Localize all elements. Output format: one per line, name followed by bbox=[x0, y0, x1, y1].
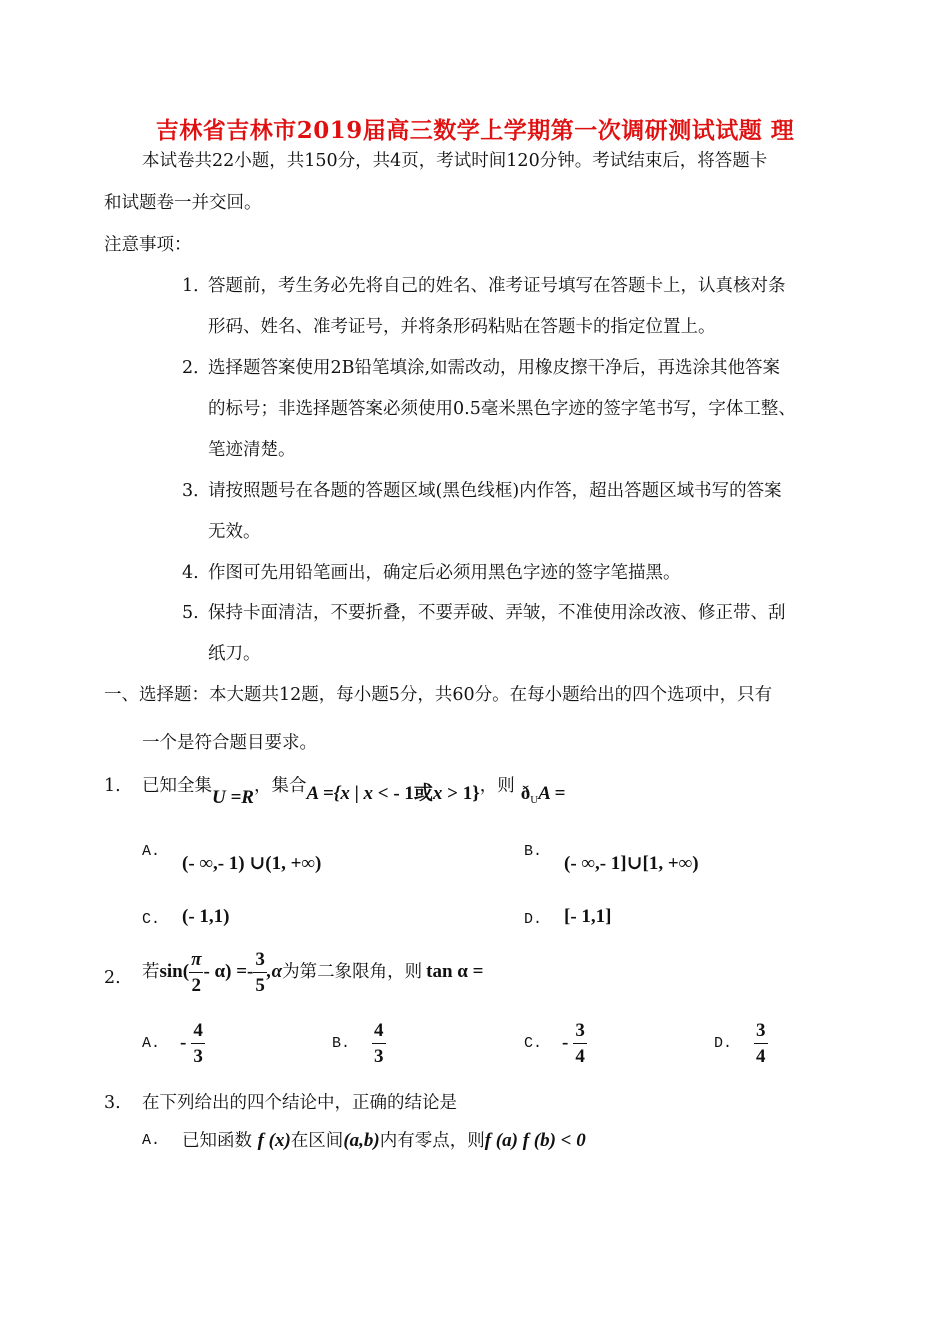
q2-sin: sin( bbox=[159, 961, 190, 982]
q2-minus-alpha: - α) =- bbox=[203, 961, 254, 982]
notice-2-number: 2． bbox=[182, 358, 211, 378]
intro-line-2: 和试题卷一并交回。 bbox=[104, 193, 262, 213]
q2-option-c: - $\frac{3}{4}$ bbox=[562, 1020, 585, 1067]
notice-5-line-2: 纸刀。 bbox=[208, 644, 261, 664]
q1-option-a: (- ∞,- 1) ∪(1, +∞) bbox=[182, 853, 322, 874]
section-1-heading: 一、选择题：本大题共12题，每小题5分，共60分。在每小题给出的四个选项中，只有 bbox=[104, 685, 773, 705]
q3-option-a: 已知函数 f (x)在区间(a,b)内有零点，则f (a) f (b) < 0 bbox=[182, 1130, 586, 1151]
q3-option-a-label: A. bbox=[142, 1132, 161, 1149]
notice-3-line-2: 无效。 bbox=[208, 522, 261, 542]
notice-3-line-1: 请按照题号在各题的答题区域(黑色线框)内作答，超出答题区域书写的答案 bbox=[208, 481, 782, 501]
notice-4-line-1: 作图可先用铅笔画出，确定后必须用黑色字迹的签字笔描黑。 bbox=[208, 563, 681, 583]
q1-option-c-label: C. bbox=[142, 911, 161, 928]
notice-5-line-1: 保持卡面清洁，不要折叠，不要弄破、弄皱，不准使用涂改液、修正带、刮 bbox=[208, 603, 786, 623]
q2-option-b-label: B. bbox=[332, 1035, 351, 1052]
q1-option-b: (- ∞,- 1]∪[1, +∞) bbox=[564, 853, 699, 874]
q1-stem bbox=[142, 773, 566, 808]
q2-fraction-pi-over-2: $\frac{\pi}{2}$ bbox=[191, 949, 202, 996]
q2-option-b: $\frac{4}{3}$ bbox=[374, 1020, 384, 1067]
q2-number: 2. bbox=[104, 968, 121, 988]
notice-4-number: 4. bbox=[182, 563, 199, 583]
notice-2-line-2: 的标号；非选择题答案必须使用0.5毫米黑色字迹的签字笔书写，字体工整、 bbox=[208, 399, 796, 419]
q2-alpha: ,α bbox=[266, 961, 283, 982]
notice-2-line-1: 选择题答案使用2B铅笔填涂,如需改动，用橡皮擦干净后，再选涂其他答案 bbox=[208, 358, 781, 378]
intro-line-1: 本试卷共22小题，共150分，共4页，考试时间120分钟。考试结束后，将答题卡 bbox=[142, 151, 768, 171]
q1-math-set-a: A ={x | x < - 1或x > 1} bbox=[306, 783, 480, 804]
q2-text-1: 若 bbox=[142, 962, 160, 982]
q2-option-d-label: D. bbox=[714, 1035, 733, 1052]
q1-text-2: ，集合 bbox=[253, 776, 307, 796]
q2-option-a-label: A. bbox=[142, 1035, 161, 1052]
notice-3-number: 3． bbox=[182, 481, 211, 501]
q2-stem bbox=[142, 950, 483, 995]
document-title: 吉林省吉林市2019届高三数学上学期第一次调研测试试题 理 bbox=[155, 117, 795, 144]
q3-stem: 在下列给出的四个结论中，正确的结论是 bbox=[142, 1093, 457, 1113]
q1-text-1: 已知全集 bbox=[142, 776, 212, 796]
q1-math-universal-set: U =R bbox=[212, 787, 254, 808]
section-1-heading-cont: 一个是符合题目要求。 bbox=[142, 733, 317, 753]
q1-option-d-label: D. bbox=[524, 911, 543, 928]
q2-tan-alpha: tan α = bbox=[426, 961, 484, 982]
notice-1-line-2: 形码、姓名、准考证号，并将条形码粘贴在答题卡的指定位置上。 bbox=[208, 317, 716, 337]
q1-number: 1. bbox=[104, 776, 121, 796]
notice-heading: 注意事项： bbox=[104, 235, 192, 255]
q2-option-a: - $\frac{4}{3}$ bbox=[180, 1020, 203, 1067]
q1-option-a-label: A. bbox=[142, 843, 161, 860]
q2-fraction-3-over-5: $\frac{3}{5}$ bbox=[255, 949, 265, 996]
notice-5-number: 5. bbox=[182, 603, 199, 623]
q1-text-3: ，则 bbox=[479, 776, 515, 796]
q3-number: 3. bbox=[104, 1093, 121, 1113]
q2-text-2: 为第二象限角，则 bbox=[282, 962, 423, 982]
q1-math-complement: $ð_UA$ = bbox=[520, 783, 566, 806]
q2-option-c-label: C. bbox=[524, 1035, 543, 1052]
notice-1-line-1: 答题前，考生务必先将自己的姓名、准考证号填写在答题卡上，认真核对条 bbox=[208, 276, 786, 296]
notice-1-number: 1． bbox=[182, 276, 211, 296]
q1-option-c: (- 1,1) bbox=[182, 906, 230, 927]
q1-option-b-label: B. bbox=[524, 843, 543, 860]
q2-option-d: $\frac{3}{4}$ bbox=[756, 1020, 766, 1067]
q1-option-d: [- 1,1] bbox=[564, 906, 612, 927]
notice-2-line-3: 笔迹清楚。 bbox=[208, 440, 296, 460]
